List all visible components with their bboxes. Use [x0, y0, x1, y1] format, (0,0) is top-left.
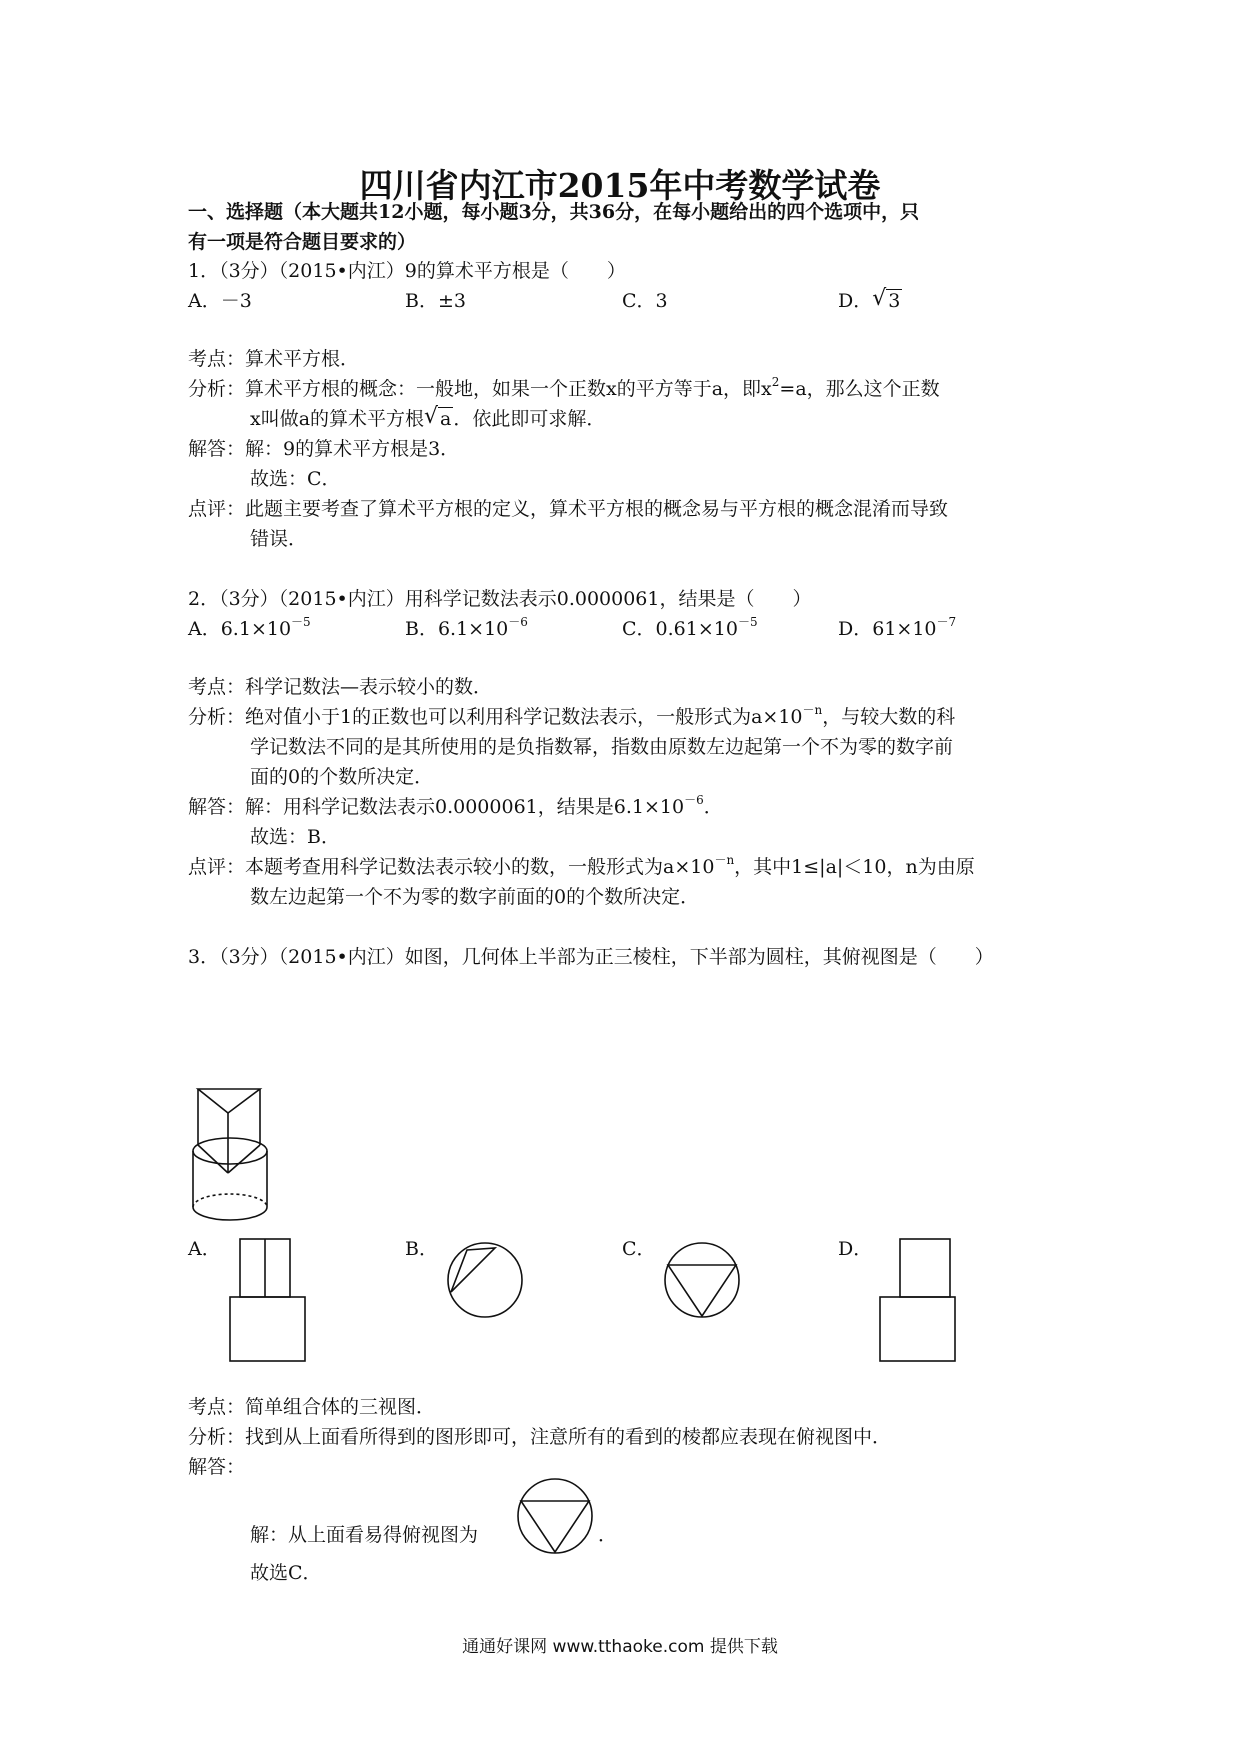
page-title: 四川省内江市2015年中考数学试卷: [359, 166, 881, 205]
footer-note: 通通好课网 www.tthaoke.com 提供下载: [462, 1637, 778, 1657]
q2-fenxi-line2: 学记数法不同的是其所使用的是负指数幂，指数由原数左边起第一个不为零的数字前: [250, 736, 954, 758]
q1-option-c: C．3: [622, 290, 668, 312]
q2-fenxi-line3: 面的0的个数所决定．: [250, 766, 434, 788]
q3-option-d-figure: [880, 1237, 960, 1363]
q2-option-c: C．$0.61\times 10^{-5}$: [622, 615, 758, 640]
q2-dianping-line2: 数左边起第一个不为零的数字前面的0的个数所决定．: [250, 886, 700, 908]
q3-stem: 3．（3分）（2015•内江）如图，几何体上半部为正三棱柱，下半部为圆柱，其俯视图是（ ）: [188, 946, 994, 968]
q1-option-d: [838, 286, 902, 316]
q1-stem: 1．（3分）（2015•内江）9的算术平方根是（ ）: [188, 260, 626, 282]
q3-solid-figure: [188, 1085, 298, 1225]
q1-option-d-value: 3: [888, 290, 901, 312]
q2-option-d: D．$61\times 10^{-7}$: [838, 615, 957, 640]
q1-fenxi-line1: 分析：算术平方根的概念：一般地，如果一个正数x的平方等于a，即$x^2=a$，那么这个正数: [188, 375, 940, 400]
q1-option-d-label: D．: [838, 290, 873, 312]
section-heading-line2: 有一项是符合题目要求的）: [188, 231, 417, 253]
q1-jieda-line1: 解答：解：9的算术平方根是3．: [188, 438, 460, 460]
q3-option-c: C．: [622, 1238, 656, 1260]
q1-option-a: A．－3: [188, 290, 252, 312]
q1-kaodian: 考点：算术平方根．: [188, 348, 360, 370]
sqrt-symbol: √ a: [424, 404, 452, 430]
q3-jieda-label: 解答：: [188, 1456, 246, 1478]
q3-jieda-line1: 解：从上面看易得俯视图为: [250, 1524, 479, 1546]
q2-kaodian: 考点：科学记数法—表示较小的数．: [188, 676, 493, 698]
sqrt-symbol: √ 3: [872, 286, 901, 312]
q3-kaodian: 考点：简单组合体的三视图．: [188, 1396, 436, 1418]
q3-fenxi: 分析：找到从上面看所得到的图形即可，注意所有的看到的棱都应表现在俯视图中．: [188, 1426, 892, 1448]
q2-option-b: B．$6.1\times 10^{-6}$: [405, 615, 528, 640]
q3-option-a-figure: [230, 1237, 310, 1363]
q2-dianping-line1: 点评：本题考查用科学记数法表示较小的数，一般形式为$a\times 10^{-n}$，其中1≤|a|＜10，n为由原: [188, 853, 975, 878]
q1-jieda-line2: 故选：C．: [250, 468, 341, 490]
q2-fenxi-line1: 分析：绝对值小于1的正数也可以利用科学记数法表示，一般形式为$a\times 10^{-n}$，与较大数的科: [188, 703, 956, 728]
q2-stem: 2．（3分）（2015•内江）用科学记数法表示0.0000061，结果是（ ）: [188, 588, 812, 610]
q2-jieda-line2: 故选：B．: [250, 826, 340, 848]
q1-dianping-line2: 错误．: [250, 528, 308, 550]
q3-jieda-line1-end: ．: [598, 1524, 618, 1546]
q2-jieda-line1: 解答：解：用科学记数法表示0.0000061，结果是$6.1\times 10^{-6}$．: [188, 793, 723, 818]
q1-option-b: B．±3: [405, 290, 466, 312]
q3-option-d: D．: [838, 1238, 873, 1260]
q3-option-c-figure: [662, 1240, 742, 1320]
q1-dianping-line1: 点评：此题主要考查了算术平方根的定义，算术平方根的概念易与平方根的概念混淆而导致: [188, 498, 949, 520]
q2-option-a: A．$6.1\times 10^{-5}$: [188, 615, 311, 640]
q3-option-a: A．: [188, 1238, 221, 1260]
q3-jieda-line2: 故选C．: [250, 1562, 322, 1584]
q3-option-b: B．: [405, 1238, 438, 1260]
q3-option-b-figure: [445, 1240, 525, 1320]
section-heading-line1: 一、选择题（本大题共12小题，每小题3分，共36分，在每小题给出的四个选项中，只: [188, 201, 920, 223]
q1-fenxi-line2: x叫做a的算术平方根 √ a ．依此即可求解．: [250, 404, 605, 434]
q3-answer-figure: [515, 1476, 595, 1556]
